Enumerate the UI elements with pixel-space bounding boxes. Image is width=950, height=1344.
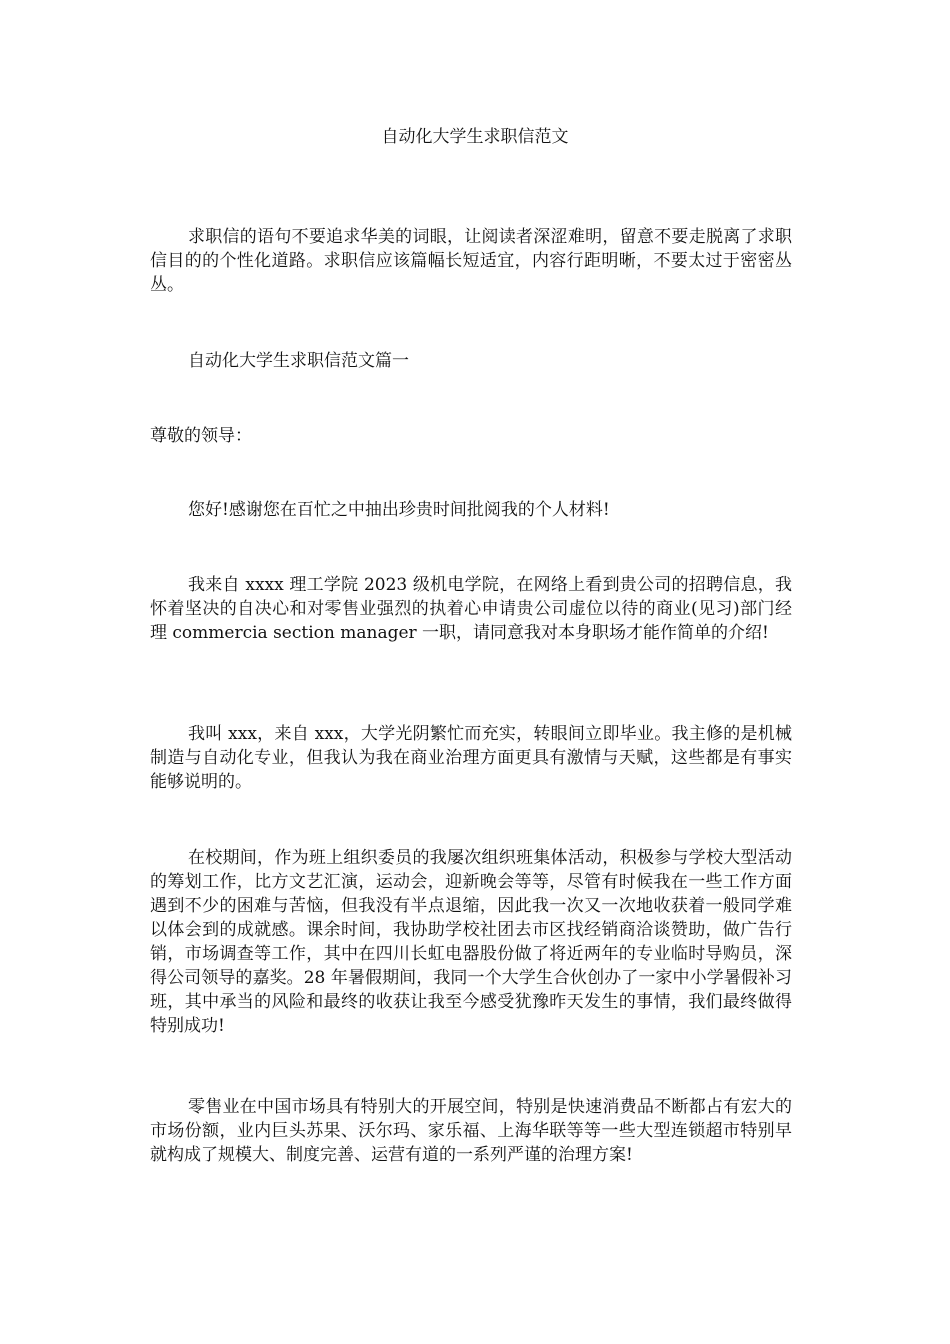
body-paragraph-4: 零售业在中国市场具有特别大的开展空间，特别是快速消费品不断都占有宏大的市场份额，业内巨头苏果、沃尔玛、家乐福、上海华联等等一些大型连锁超市特别早就构成了规模大、制度完善、运营有道的一系列严谨的治理方案! <box>150 1097 792 1165</box>
document-title: 自动化大学生求职信范文 <box>381 127 569 147</box>
body-paragraph-2: 我叫 xxx，来自 xxx，大学光阴繁忙而充实，转眼间立即毕业。我主修的是机械制造与自动化专业，但我认为我在商业治理方面更具有激情与天赋，这些都是有事实能够说明的。 <box>150 724 792 792</box>
intro-paragraph: 求职信的语句不要追求华美的词眼，让阅读者深涩难明，留意不要走脱离了求职信目的的个性化道路。求职信应该篇幅长短适宜，内容行距明晰，不要太过于密密丛丛。 <box>150 227 792 295</box>
body-paragraph-3: 在校期间，作为班上组织委员的我屡次组织班集体活动，积极参与学校大型活动的筹划工作，比方文艺汇演，运动会，迎新晚会等等，尽管有时候我在一些工作方面遇到不少的困难与苦恼，但我没有半点退缩，因此我一次又一次地收获着一般同学难以体会到的成就感。课余时间，我协助学校社团去市区找经销商洽谈赞助，做广告行销，市场调查等工作，其中在四川长虹电器股份做了将近两年的专业临时导购员，深得公司领导的嘉奖。28 年暑假期间，我同一个大学生合伙创办了一家中小学暑假补习班，其中承当的风险和最终的收获让我至今感受犹豫昨天发生的事情，我们最终做得特别成功! <box>150 848 792 1036</box>
greeting-paragraph: 您好!感谢您在百忙之中抽出珍贵时间批阅我的个人材料! <box>188 500 610 520</box>
section-heading: 自动化大学生求职信范文篇一 <box>188 351 409 371</box>
salutation: 尊敬的领导： <box>150 426 252 446</box>
body-paragraph-1: 我来自 xxxx 理工学院 2023 级机电学院，在网络上看到贵公司的招聘信息，我怀着坚决的自决心和对零售业强烈的执着心申请贵公司虚位以待的商业(见习)部门经理 commercia section manager 一职，请同意我对本身职场才能作简单的介绍! <box>150 575 792 643</box>
